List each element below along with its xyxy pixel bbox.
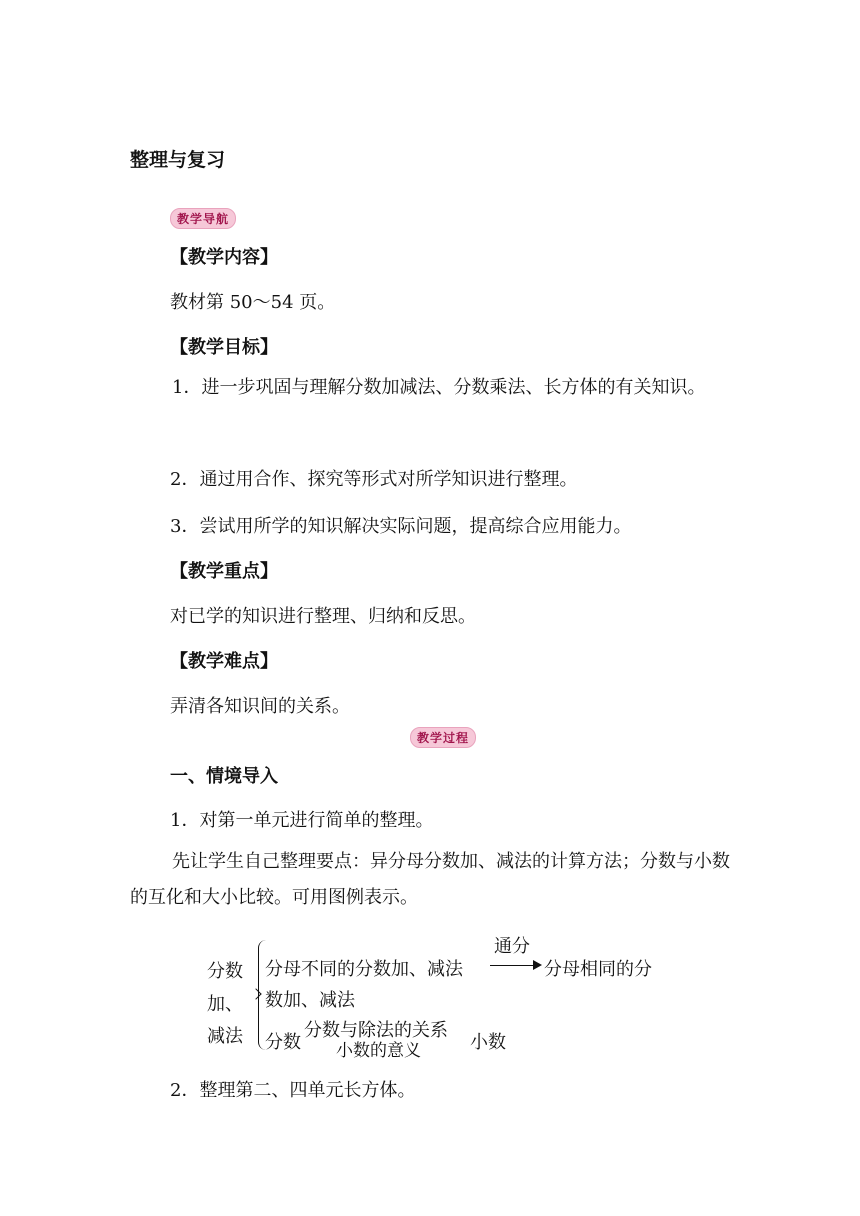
relation-label: 小数的意义 [336,1041,421,1061]
content-heading: 【教学内容】 [170,247,278,268]
goal-heading: 【教学目标】 [170,337,278,358]
relation-label: 分数与除法的关系 [304,1020,448,1041]
diagram-left-label: 减法 [207,1026,243,1047]
process-item-2: 2．整理第二、四单元长方体。 [170,1080,416,1101]
diagram-left-label: 加、 [207,994,243,1015]
teaching-nav-badge [170,208,236,229]
diagram-text: 分母不同的分数加、减法 [265,959,463,980]
diagram-text: 数加、减法 [265,990,355,1011]
diagram-left-label: 分数 [207,961,243,982]
diagram-text: 分母相同的分 [544,959,652,980]
goal-item-3: 3．尝试用所学的知识解决实际问题，提高综合应用能力。 [170,516,632,537]
page-title: 整理与复习 [130,149,226,171]
arrow-line [490,965,538,966]
process-paragraph: 先让学生自己整理要点：异分母分数加、减法的计算方法；分数与小数的互化和大小比较。可用图例表示。 [130,851,730,908]
key-text: 对已学的知识进行整理、归纳和反思。 [170,606,476,627]
arrow-icon [533,960,542,970]
section-heading: 一、情境导入 [170,766,278,787]
goal-item-1: 1．进一步巩固与理解分数加减法、分数乘法、长方体的有关知识。 [172,377,706,398]
difficulty-heading: 【教学难点】 [170,651,278,672]
diagram-text: 小数 [470,1032,506,1053]
difficulty-text: 弄清各知识间的关系。 [170,696,350,717]
badge-label: 教学过程 [410,727,476,748]
arrow-label: 通分 [494,936,530,957]
diagram-text: 分数 [265,1032,301,1053]
content-text: 教材第 50～54 页。 [170,292,336,313]
process-item-1: 1．对第一单元进行简单的整理。 [170,810,434,831]
badge-label: 教学导航 [170,208,236,229]
teaching-process-badge [410,727,476,748]
key-heading: 【教学重点】 [170,561,278,582]
goal-item-2: 2．通过用合作、探究等形式对所学知识进行整理。 [170,469,578,490]
